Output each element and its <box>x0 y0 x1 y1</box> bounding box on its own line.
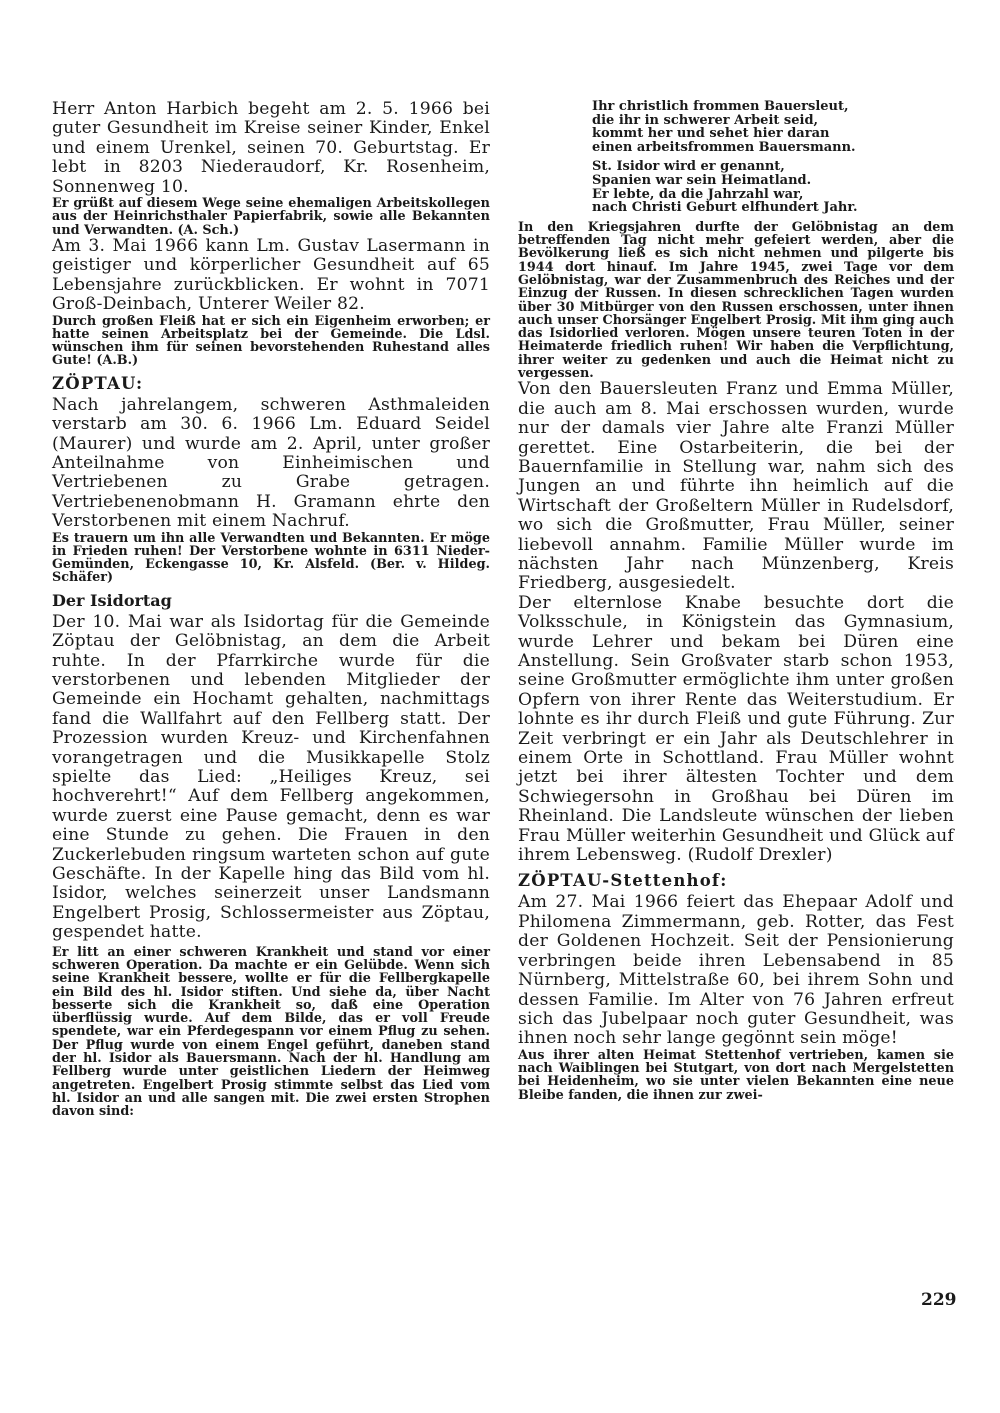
poem-line: Er lebte, da die Jahrzahl war, <box>592 186 804 202</box>
birthday-lasermann: Am 3. Mai 1966 kann Lm. Gustav Lasermann in geistiger und körperlicher Gesundheit auf 65 Lebensjahre zurückblicken. Er wohnt in 7071 Groß-Deinbach, Unterer Weiler 82. <box>52 235 490 315</box>
birthday-harbich-note: Er grüßt auf diesem Wege seine ehemaligen Arbeitskollegen aus der Heinrichsthaler Papierfabrik, sowie alle Bekannten und Verwandten. (A. Sch.) <box>52 196 490 238</box>
heading-zoeptau-stettenhof: ZÖPTAU-Stettenhof: <box>518 871 728 891</box>
poem-line: die ihr in schwerer Arbeit seid, <box>592 112 819 128</box>
birthday-harbich: Herr Anton Harbich begeht am 2. 5. 1966 bei guter Gesundheit im Kreise seiner Kinder, Enkel und einem Urenkel, seinen 70. Geburtstag. Er lebt in 8203 Niederaudorf, Kr. Rosenheim, Sonnenweg 10. <box>52 99 490 197</box>
golden-wedding-text: Am 27. Mai 1966 feiert das Ehepaar Adolf und Philomena Zimmermann, geb. Rotter, das Fest der Goldenen Hochzeit. Seit der Pensionierung verbringen beide ihren Lebensabend in 85 Nürnberg, Mittelstraße 60, bei ihrem Sohn und dessen Familie. Im Alter von 76 Jahren erfreut sich das Jubelpaar noch guter Gesundheit, was ihnen noch sehr lange gegönnt sein möge! <box>518 892 954 1049</box>
obituary-seidel: Nach jahrelangem, schweren Asthmaleiden verstarb am 30. 6. 1966 Lm. Eduard Seidel (Maurer) und wurde am 2. April, unter großer Anteilnahme von Einheimischen und Vertriebenen zu Grabe getragen. Vertriebenenobmann H. Gramann ehrte den Verstorbenen mit einem Nachruf. <box>52 394 490 532</box>
left-column <box>52 100 490 1119</box>
obituary-seidel-note: Es trauern um ihn alle Verwandten und Bekannten. Er möge in Frieden ruhen! Der Verstorbene wohnte in 6311 Nieder-Gemünden, Eckengasse 10, Kr. Alsfeld. (Ber. v. Hildeg. Schäfer) <box>52 530 490 586</box>
right-column <box>518 100 954 1102</box>
poem-line: Ihr christlich frommen Bauersleut, <box>592 99 849 114</box>
mueller-family-text: Von den Bauersleuten Franz und Emma Müller, die auch am 8. Mai erschossen wurden, wurde nur der damals vier Jahre alte Franzi Müller gerettet. Eine Ostarbeiterin, die bei der Bauernfamilie in Stellung war, nahm sich des Jungen an und führte ihn heimlich auf die Wirtschaft der Großeltern Müller in Rudelsdorf, wo sich die Großmutter, Frau Müller, seiner liebevoll annahm. Familie Müller wurde im nächsten Jahr nach Münzenberg, Kreis Friedberg, ausgesiedelt. <box>518 379 954 594</box>
poem-line: einen arbeitsfrommen Bauersmann. <box>592 139 856 155</box>
isidortag-text: Der 10. Mai war als Isidortag für die Gemeinde Zöptau der Gelöbnistag, an dem die Arbeit ruhte. In der Pfarrkirche wurde für die verstorbenen und lebenden Mitglieder der Gemeinde ein Hochamt gehalten, nachmittags fand die Wallfahrt auf den Fellberg statt. Der Prozession wurden Kreuz- und Kirchenfahnen vorangetragen und die Musikkapelle Stolz spielte das Lied: „Heiliges Kreuz, sei hochverehrt!“ Auf dem Fellberg angekommen, wurde zuerst eine Pause gemacht, denn es war eine Stunde zu gehen. Die Frauen in den Zuckerlebuden ringsum warteten schon auf gute Geschäfte. In der Kapelle hing das Bild vom hl. Isidor, welches seinerzeit unser Landsmann Engelbert Prosig, Schlossermeister aus Zöptau, gespendet hatte. <box>52 611 490 943</box>
poem-line: Spanien war sein Heimatland. <box>592 172 812 188</box>
isidor-poem-stanza-1 <box>592 100 954 154</box>
poem-line: kommt her und sehet hier daran <box>592 126 830 142</box>
heading-zoeptau: ZÖPTAU: <box>52 373 144 393</box>
war-years-note: In den Kriegsjahren durfte der Gelöbnistag an dem betreffenden Tag nicht mehr gefeiert werden, aber die Bevölkerung ließ es sich nicht nehmen und pilgerte bis 1944 dort hinauf. Im Jahre 1945, zwei Tage vor dem Gelöbnistag, war der Zusammenbruch des Reiches und der Einzug der Russen. In diesen schrecklichen Tagen wurden über 30 Mitbürger von den Russen erschossen, unter ihnen auch unser Chorsänger Engelbert Prosig. Mit ihm ging auch das Isidorlied verloren. Mögen unsere teuren Toten in der Heimaterde friedlich ruhen! Wir haben die Verpflichtung, ihrer weiter zu gedenken und auch die Heimat nicht zu vergessen. <box>518 219 954 382</box>
heading-isidortag: Der Isidortag <box>52 590 172 610</box>
page-number: 229 <box>921 1290 957 1310</box>
orphan-boy-text: Der elternlose Knabe besuchte dort die Volksschule, in Königstein das Gymnasium, wurde Lehrer und bekam bei Düren eine Anstellung. Sein Großvater starb schon 1953, seine Großmutter ermöglichte ihm unter großen Opfern von ihrer Rente das Weiterstudium. Er lohnte es ihr durch Fleiß und gute Führung. Zur Zeit verbringt er ein Jahr als Deutschlehrer in einem Orte in Schottland. Frau Müller wohnt jetzt bei ihrer ältesten Tochter und dem Schwiegersohn in Großhau bei Düren im Rheinland. Die Landsleute wünschen der lieben Frau Müller weiterhin Gesundheit und Glück auf ihrem Lebensweg. (Rudolf Drexler) <box>518 592 954 866</box>
poem-line: nach Christi Geburt elfhundert Jahr. <box>592 200 858 216</box>
isidor-poem-stanza-2 <box>592 160 954 214</box>
golden-wedding-note: Aus ihrer alten Heimat Stettenhof vertrieben, kamen sie nach Waiblingen bei Stutgart, von dort nach Mergelstetten bei Heidenheim, wo sie unter vielen Bekannten eine neue Bleibe fanden, die ihnen zur zwei- <box>518 1047 954 1103</box>
poem-line: St. Isidor wird er genannt, <box>592 159 785 175</box>
birthday-lasermann-note: Durch großen Fleiß hat er sich ein Eigenheim erworben; er hatte seinen Arbeitsplatz bei der Gemeinde. Die Ldsl. wünschen ihm für seinen bevorstehenden Ruhestand alles Gute! (A.B.) <box>52 313 490 369</box>
isidortag-note: Er litt an einer schweren Krankheit und stand vor einer schweren Operation. Da machte er ein Gelübde. Wenn sich seine Krankheit bessere, wollte er für die Fellbergkapelle ein Bild des hl. Isidor stiften. Und siehe da, über Nacht besserte sich die Krankheit so, daß eine Operation überflüssig wurde. Auf dem Bilde, das er voll Freude spendete, war ein Pferdegespann vor einem Pflug zu sehen. Der Pflug wurde von einem Engel geführt, daneben stand der hl. Isidor als Bauersmann. Nach der hl. Handlung am Fellberg wurde unter geistlichen Liedern der Heimweg angetreten. Engelbert Prosig stimmte selbst das Lied vom hl. Isidor an und alle sangen mit. Die zwei ersten Strophen davon sind: <box>52 944 490 1120</box>
